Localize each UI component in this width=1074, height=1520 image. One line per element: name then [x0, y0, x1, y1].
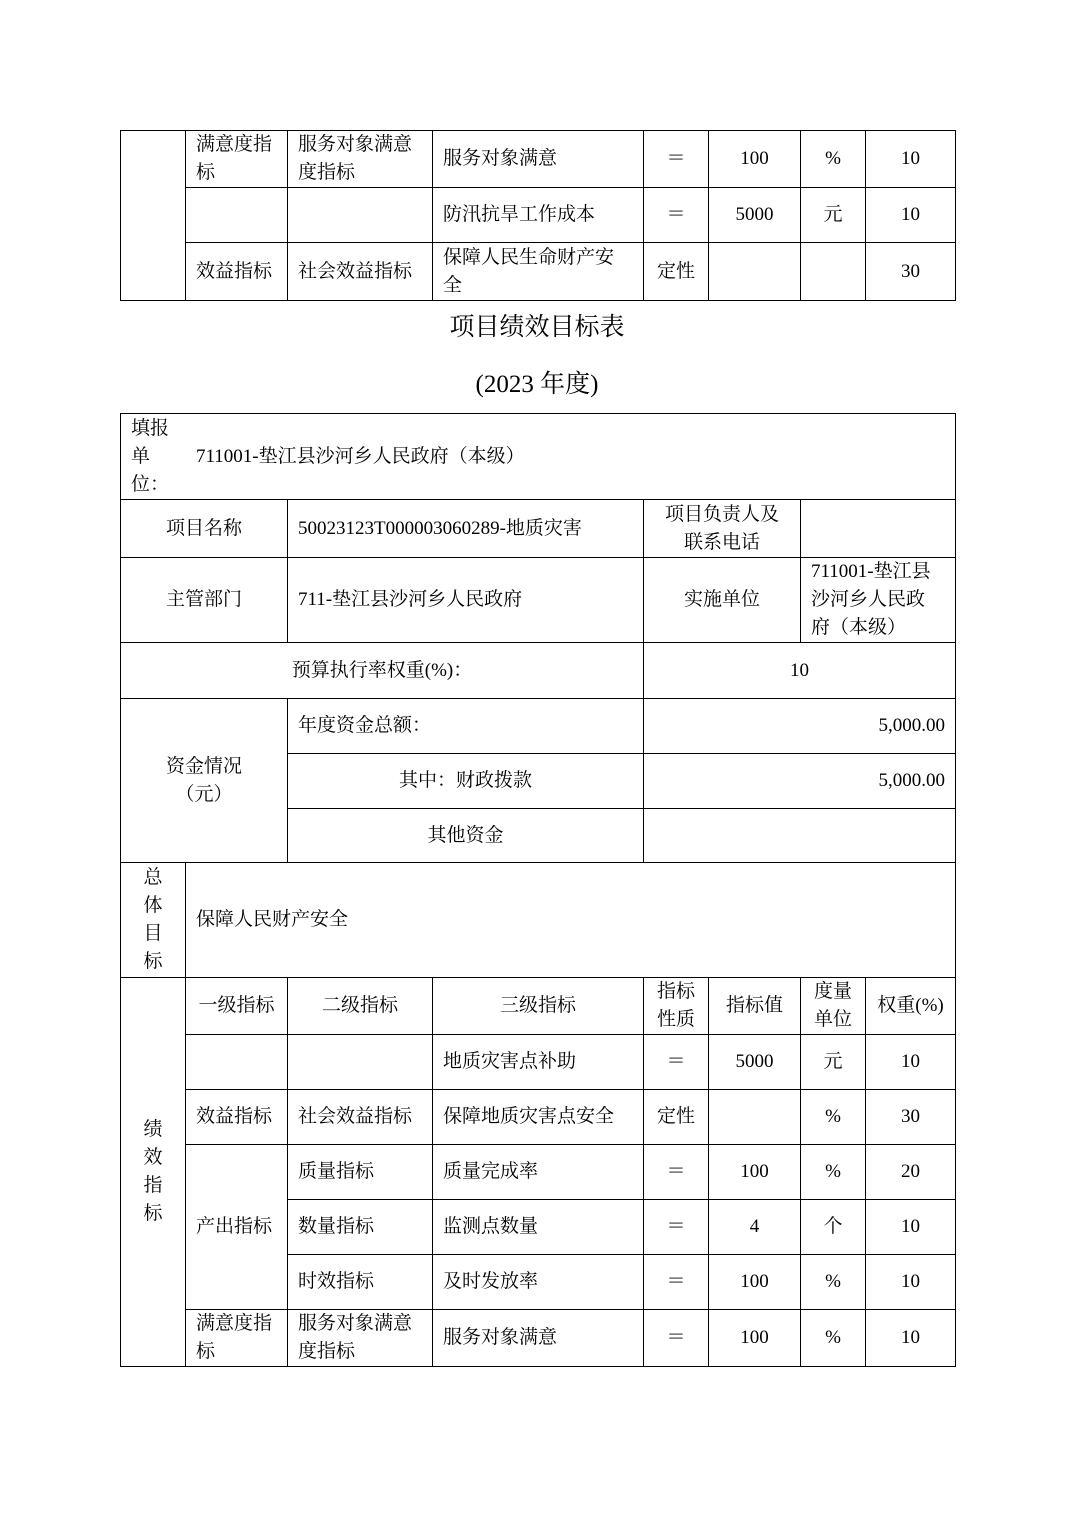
level2-cell: 服务对象满意度指标: [288, 131, 433, 188]
funds-item-label: 其中：财政拨款: [288, 754, 644, 809]
header-level2: 二级指标: [288, 978, 433, 1035]
contact-label: 项目负责人及联系电话: [664, 503, 779, 553]
table-row: [121, 1090, 956, 1145]
table-row: [121, 131, 956, 188]
level2-cell: 质量指标: [288, 1145, 433, 1200]
overall-goal-value: 保障人民财产安全: [186, 863, 956, 978]
unit-cell: 元: [801, 188, 866, 243]
value-cell: 4: [709, 1200, 801, 1255]
nature-cell: ＝: [644, 1035, 709, 1090]
unit-cell: [801, 243, 866, 301]
weight-cell: 10: [866, 131, 956, 188]
nature-cell: 定性: [644, 1090, 709, 1145]
project-name-label: 项目名称: [121, 500, 288, 558]
department-label: 主管部门: [121, 558, 288, 643]
table-row: [121, 414, 956, 500]
level2-cell: [288, 1035, 433, 1090]
level3-cell: 及时发放率: [433, 1255, 644, 1310]
top-indicator-table: [120, 130, 956, 301]
level3-cell: 保障地质灾害点安全: [433, 1090, 644, 1145]
table-row: [121, 558, 956, 643]
table-row: [121, 1145, 956, 1200]
filing-unit-value: 711001-垫江县沙河乡人民政府（本级）: [196, 445, 525, 467]
indicators-label-cell: [121, 978, 186, 1367]
level3-cell: 监测点数量: [433, 1200, 644, 1255]
level2-cell: 服务对象满意度指标: [288, 1310, 433, 1367]
unit-cell: %: [801, 131, 866, 188]
indicators-label: 绩效指标: [143, 1119, 163, 1224]
level3-cell: 地质灾害点补助: [433, 1035, 644, 1090]
level3-cell: 质量完成率: [433, 1145, 644, 1200]
nature-cell: ＝: [644, 188, 709, 243]
level2-cell: 社会效益指标: [288, 1090, 433, 1145]
table-header-row: [121, 978, 956, 1035]
header-level3: 三级指标: [433, 978, 644, 1035]
funds-item-label: 年度资金总额：: [288, 699, 644, 754]
unit-cell: %: [801, 1145, 866, 1200]
header-unit: 度量单位: [801, 978, 866, 1035]
weight-cell: 10: [866, 1255, 956, 1310]
funds-item-label: 其他资金: [288, 809, 644, 863]
contact-label-cell: [644, 500, 801, 558]
unit-cell: %: [801, 1090, 866, 1145]
page-subtitle: (2023 年度): [475, 371, 599, 398]
budget-weight-value: 10: [644, 643, 956, 699]
level1-cell: 满意度指标: [186, 1310, 288, 1367]
level1-cell: 效益指标: [186, 243, 288, 301]
contact-value: [801, 500, 956, 558]
level2-cell: 数量指标: [288, 1200, 433, 1255]
page-title: 项目绩效目标表: [449, 314, 625, 341]
funds-item-value: 5,000.00: [644, 754, 956, 809]
table-row: [121, 188, 956, 243]
weight-cell: 10: [866, 1200, 956, 1255]
budget-weight-label: 预算执行率权重(%)：: [121, 643, 644, 699]
level1-cell: 满意度指标: [186, 131, 288, 188]
level3-cell: 保障人民生命财产安全: [433, 243, 644, 301]
weight-cell: 10: [866, 1310, 956, 1367]
unit-cell: 个: [801, 1200, 866, 1255]
level1-cell: [186, 188, 288, 243]
department-value: 711-垫江县沙河乡人民政府: [288, 558, 644, 643]
funds-item-value: 5,000.00: [644, 699, 956, 754]
value-cell: 5000: [709, 188, 801, 243]
level3-cell: 服务对象满意: [433, 131, 644, 188]
level1-cell: 产出指标: [186, 1145, 288, 1310]
value-cell: 100: [709, 1145, 801, 1200]
value-cell: 100: [709, 1310, 801, 1367]
level3-cell: 防汛抗旱工作成本: [433, 188, 644, 243]
weight-cell: 20: [866, 1145, 956, 1200]
header-weight: 权重(%): [866, 978, 956, 1035]
table-row: [121, 1310, 956, 1367]
table-row: [121, 699, 956, 754]
funds-label-cell: [121, 699, 288, 863]
unit-cell: %: [801, 1255, 866, 1310]
nature-cell: ＝: [644, 1200, 709, 1255]
level2-cell: 社会效益指标: [288, 243, 433, 301]
table-row: [121, 643, 956, 699]
level1-cell: [186, 1035, 288, 1090]
implementing-unit-label: 实施单位: [644, 558, 801, 643]
header-value: 指标值: [709, 978, 801, 1035]
unit-cell: %: [801, 1310, 866, 1367]
performance-target-table: [120, 413, 956, 1367]
overall-goal-label: 总体目标: [143, 867, 163, 972]
value-cell: 5000: [709, 1035, 801, 1090]
weight-cell: 10: [866, 188, 956, 243]
filing-unit-label: 填报单位：: [131, 417, 170, 495]
level2-cell: 时效指标: [288, 1255, 433, 1310]
implementing-unit-value: 711001-垫江县沙河乡人民政府（本级）: [801, 558, 956, 643]
weight-cell: 10: [866, 1035, 956, 1090]
table-row: [121, 243, 956, 301]
table-row: [121, 863, 956, 978]
nature-cell: 定性: [644, 243, 709, 301]
level3-cell: 服务对象满意: [433, 1310, 644, 1367]
table-row: [121, 500, 956, 558]
nature-cell: ＝: [644, 1145, 709, 1200]
value-cell: 100: [709, 131, 801, 188]
weight-cell: 30: [866, 1090, 956, 1145]
header-level1: 一级指标: [186, 978, 288, 1035]
top-table-category-cell: [121, 131, 186, 301]
value-cell: [709, 1090, 801, 1145]
nature-cell: ＝: [644, 1310, 709, 1367]
level1-cell: 效益指标: [186, 1090, 288, 1145]
nature-cell: ＝: [644, 131, 709, 188]
filing-unit-cell: [121, 414, 956, 500]
value-cell: [709, 243, 801, 301]
table-row: [121, 1035, 956, 1090]
unit-cell: 元: [801, 1035, 866, 1090]
value-cell: 100: [709, 1255, 801, 1310]
project-name-value: 50023123T000003060289-地质灾害: [288, 500, 644, 558]
header-nature: 指标性质: [644, 978, 709, 1035]
funds-label: 资金情况（元）: [165, 755, 242, 805]
funds-item-value: [644, 809, 956, 863]
overall-goal-label-cell: [121, 863, 186, 978]
weight-cell: 30: [866, 243, 956, 301]
level2-cell: [288, 188, 433, 243]
nature-cell: ＝: [644, 1255, 709, 1310]
